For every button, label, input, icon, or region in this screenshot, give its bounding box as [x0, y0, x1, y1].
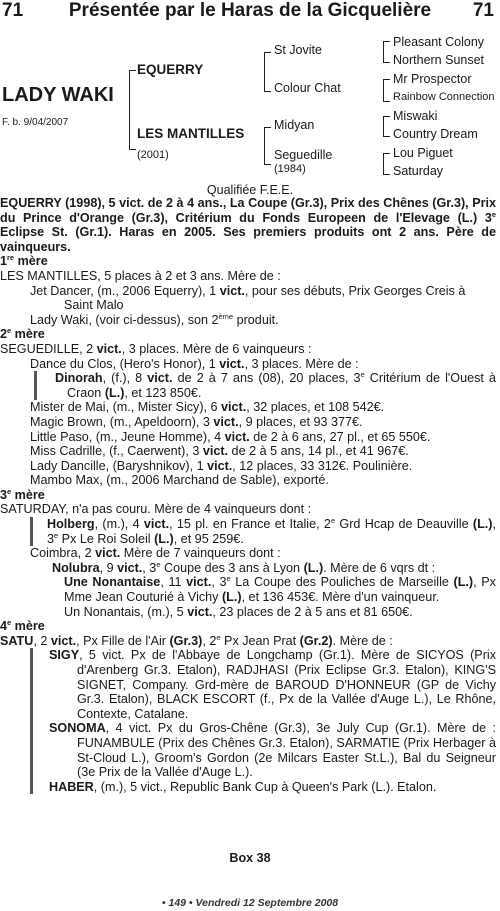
sire-name: EQUERRY	[137, 62, 204, 77]
page-number-right: 71	[472, 0, 494, 21]
list-item: Une Nonantaise, 11 vict., 3e La Coupe des Pouliches de Marseille (L.), Px Mme Jean Couturié à Vichy (L.), et 136 453€. Mère d'un vainqueur.	[64, 574, 496, 605]
gg-7: Lou Piguet	[393, 146, 453, 160]
section-1st-dam: 1re mère	[0, 253, 48, 269]
horse-info: F. b. 9/04/2007	[2, 117, 69, 128]
pedigree-bracket-5	[383, 79, 390, 102]
list-item: Magic Brown, (m., Apeldoorn), 3 vict., 9 places, et 93 377€.	[30, 414, 363, 429]
list-item: Little Paso, (m., Jeune Homme), 4 vict. de 2 à 6 ans, 27 pl., et 65 550€.	[30, 429, 431, 444]
page-footer: • 149 • Vendredi 12 Septembre 2008	[161, 897, 339, 909]
list-item: Mambo Max, (m., 2006 Marchand de Sable), exporté.	[30, 473, 329, 488]
list-item: Dance du Clos, (Hero's Honor), 1 vict., 3 places. Mère de :	[30, 356, 359, 371]
dam1-line: LES MANTILLES, 5 places à 2 et 3 ans. Mère de :	[0, 268, 281, 283]
sire-description: EQUERRY (1998), 5 vict. de 2 à 4 ans., La Coupe (Gr.3), Prix des Chênes (Gr.3), Prix du Prince d'Orange (Gr.3), Critérium du Fonds Europeen de l'Elevage (L.) 3e Eclipse St. (Gr.1). Haras en 2005. Ses premiers produits ont 2 ans. Père de vainqueurs.	[0, 196, 496, 254]
pedigree-notes	[0, 196, 496, 794]
dam2-line: SEGUEDILLE, 2 vict., 3 places. Mère de 6 vainqueurs :	[0, 341, 312, 356]
gg-4: Rainbow Connection	[393, 91, 495, 103]
dam-year: (2001)	[137, 149, 169, 161]
dam3-line: SATURDAY, n'a pas couru. Mère de 4 vainqueurs dont :	[0, 502, 312, 517]
qualification: Qualifiée F.E.E.	[206, 183, 294, 197]
pedigree-bracket-2	[264, 52, 271, 92]
list-item: Lady Dancille, (Baryshnikov), 1 vict., 12 places, 33 312€. Poulinière.	[30, 458, 413, 473]
g3: Midyan	[274, 118, 315, 132]
section-3rd-dam: 3e mère	[0, 486, 45, 502]
list-item: Lady Waki, (voir ci-dessus), son 2ème produit.	[30, 311, 279, 327]
page-title: Présentée par le Haras de la Gicquelière	[68, 0, 432, 21]
pedigree-bracket-7	[383, 153, 390, 175]
horse-name: LADY WAKI	[2, 84, 114, 106]
list-item: Coimbra, 2 vict. Mère de 7 vainqueurs dont :	[30, 546, 281, 561]
gg-8: Saturday	[393, 164, 444, 178]
list-item: Nolubra, 9 vict., 3e Coupe des 3 ans à Lyon (L.). Mère de 6 vqrs dt :	[52, 559, 436, 575]
list-item: Jet Dancer, (m., 2006 Equerry), 1 vict., pour ses débuts, Prix Georges Creis à Saint Malo	[30, 283, 466, 313]
g4: Seguedille	[274, 148, 333, 162]
gg-1: Pleasant Colony	[393, 35, 485, 49]
pedigree-bracket-6	[383, 116, 390, 137]
pedigree-bracket-4	[383, 41, 390, 63]
list-item: Un Nonantais, (m.), 5 vict., 23 places de 2 à 5 ans et 81 650€.	[64, 604, 413, 619]
gg-5: Miswaki	[393, 109, 438, 123]
page-number-left: 71	[2, 0, 24, 21]
pedigree-bracket-1	[129, 70, 136, 150]
list-item: Mister de Mai, (m., Mister Sicy), 6 vict., 32 places, et 108 542€.	[30, 400, 385, 415]
dam4-line: SATU, 2 vict., Px Fille de l'Air (Gr.3), 2e Px Jean Prat (Gr.2). Mère de :	[0, 632, 393, 648]
box-number: Box 38	[229, 851, 271, 865]
gg-3: Mr Prospector	[393, 72, 472, 86]
pedigree-bracket-3	[264, 127, 271, 165]
dam-name: LES MANTILLES	[137, 126, 245, 141]
section-2nd-dam: 2e mère	[0, 326, 45, 342]
list-item: SIGY, 5 vict. Px de l'Abbaye de Longchamp (Gr.1). Mère de SICYOS (Prix d'Arenberg Gr.3. Etalon), RADJHASI (Prix Eclipse Gr.3. Etalon), KING'S SIGNET, Company. Grd-mère de BAROUD D'HONNEUR (GP de Vichy Gr.3. Etalon), BLACK ESCORT (f., Px de la Vallée d'Auge L.), Le Rhône, Contexte, Catalane. SONOMA, 4 vict. Px du Gros-Chêne (Gr.3), 3e July Cup (Gr.1). Mère de : FUNAMBULE (Prix des Chênes Gr.3. Etalon), SARMATIE (Prix Herbager à St-Cloud L.), Groom's Gordon (2e Milcars Easter St.L.), Bal du Seigneur (3e Prix de la Vallée d'Auge L.). HABER, (m.), 5 vict., Republic Bank Cup à Queen's Park (L.). Etalon.	[30, 648, 496, 794]
section-4th-dam: 4e mère	[0, 618, 45, 634]
g2: Colour Chat	[274, 81, 341, 95]
g4-year: (1984)	[274, 163, 306, 175]
list-item: Dinorah, (f.), 8 vict. de 2 à 7 ans (08), 20 places, 3e Critérium de l'Ouest à Craon (L.), et 123 850€.	[34, 371, 496, 400]
g1: St Jovite	[274, 43, 322, 57]
list-item: Miss Cadrille, (f., Caerwent), 3 vict. de 2 à 5 ans, 14 pl., et 41 967€.	[30, 444, 409, 459]
gg-2: Northern Sunset	[393, 53, 485, 67]
list-item: Holberg, (m.), 4 vict., 15 pl. en France et Italie, 2e Grd Hcap de Deauville (L.), 3e Px Le Roi Soleil (L.), et 95 259€.	[30, 517, 496, 546]
gg-6: Country Dream	[393, 127, 478, 141]
